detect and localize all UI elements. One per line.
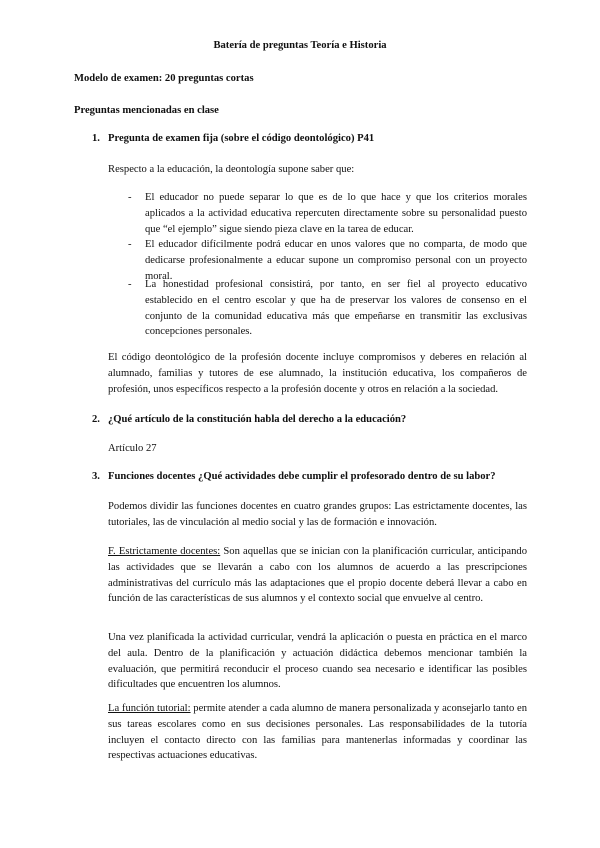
tutorial-function-paragraph (108, 701, 527, 764)
question-heading: Pregunta de examen fija (sobre el código deontológico) P41 (108, 133, 375, 144)
teaching-functions-paragraph (108, 544, 527, 607)
planning-paragraph: Una vez planificada la actividad curricular, vendrá la aplicación o puesta en práctica en el marco del aula. Dentro de la planificación y actuación didáctica debemos mencionar también la evaluación, que permitirá reconducir el proceso cuando sea necesario e identificar las posibles dificultades que encuentren los alumnos. (108, 632, 527, 691)
question-number: 3. (92, 471, 100, 482)
question-intro: Respecto a la educación, la deontología supone saber que: (108, 164, 355, 175)
section-heading: Preguntas mencionadas en clase (74, 105, 219, 116)
bullet-marker: - (128, 239, 132, 250)
question-number: 2. (92, 414, 100, 425)
question-closing-paragraph: El código deontológico de la profesión docente incluye compromisos y deberes en relación al alumnado, familias y tutores de ese alumnado, la institución educativa, los compañeros de profesión, unos específicos respecto a la profesión docente y otros en relación a la sociedad. (108, 352, 527, 395)
question-answer: Artículo 27 (108, 443, 157, 454)
bullet-marker: - (128, 279, 132, 290)
paragraph-text: permite atender a cada alumno de manera personalizada y aconsejarlo tanto en sus tareas escolares como en sus decisiones personales. Las responsabilidades de la tutoría incluyen el contacto directo con las familias para mantenerlas informadas y coordinar las respectivas actuaciones educativas. (108, 703, 527, 762)
bullet-marker: - (128, 192, 132, 203)
bullet-item: El educador difícilmente podrá educar en unos valores que no comparta, de modo que dedicarse profesionalmente a educar supone un compromiso personal con un proyecto moral. (145, 239, 527, 282)
question-number: 1. (92, 133, 100, 144)
exam-model-heading: Modelo de examen: 20 preguntas cortas (74, 73, 254, 84)
question-heading: Funciones docentes ¿Qué actividades debe cumplir el profesorado dentro de su labor? (108, 471, 496, 482)
bullet-item: La honestidad profesional consistirá, por tanto, en ser fiel al proyecto educativo establecido en el centro escolar y que ha de preservar los valores de consenso en el conjunto de la comunidad educativa más que empeñarse en transmitir las exclusivas concepciones personales. (145, 279, 527, 338)
paragraph-text: Son aquellas que se inician con la planificación curricular, anticipando las actividades que se llevarán a cabo con los alumnos de acuerdo a las prescripciones administrativas del currículo más las adaptaciones que el propio docente deberá llevar a cabo en función de las características de sus alumnos y el contexto social que envuelve al centro. (108, 546, 527, 605)
document-title: Batería de preguntas Teoría e Historia (213, 40, 387, 51)
bullet-item: El educador no puede separar lo que es de lo que hace y que los criterios morales aplicados a la actividad educativa repercuten directamente sobre su personalidad puesto que “el ejemplo” sigue siendo pieza clave en la tarea de educar. (145, 192, 527, 235)
question-intro: Podemos dividir las funciones docentes en cuatro grandes grupos: Las estrictamente docentes, las tutoriales, las de vinculación al medio social y las de formación e innovación. (108, 501, 527, 528)
question-heading: ¿Qué artículo de la constitución habla del derecho a la educación? (108, 414, 407, 425)
paragraph-label: F. Estrictamente docentes: (108, 546, 221, 557)
paragraph-label: La función tutorial: (108, 703, 191, 714)
